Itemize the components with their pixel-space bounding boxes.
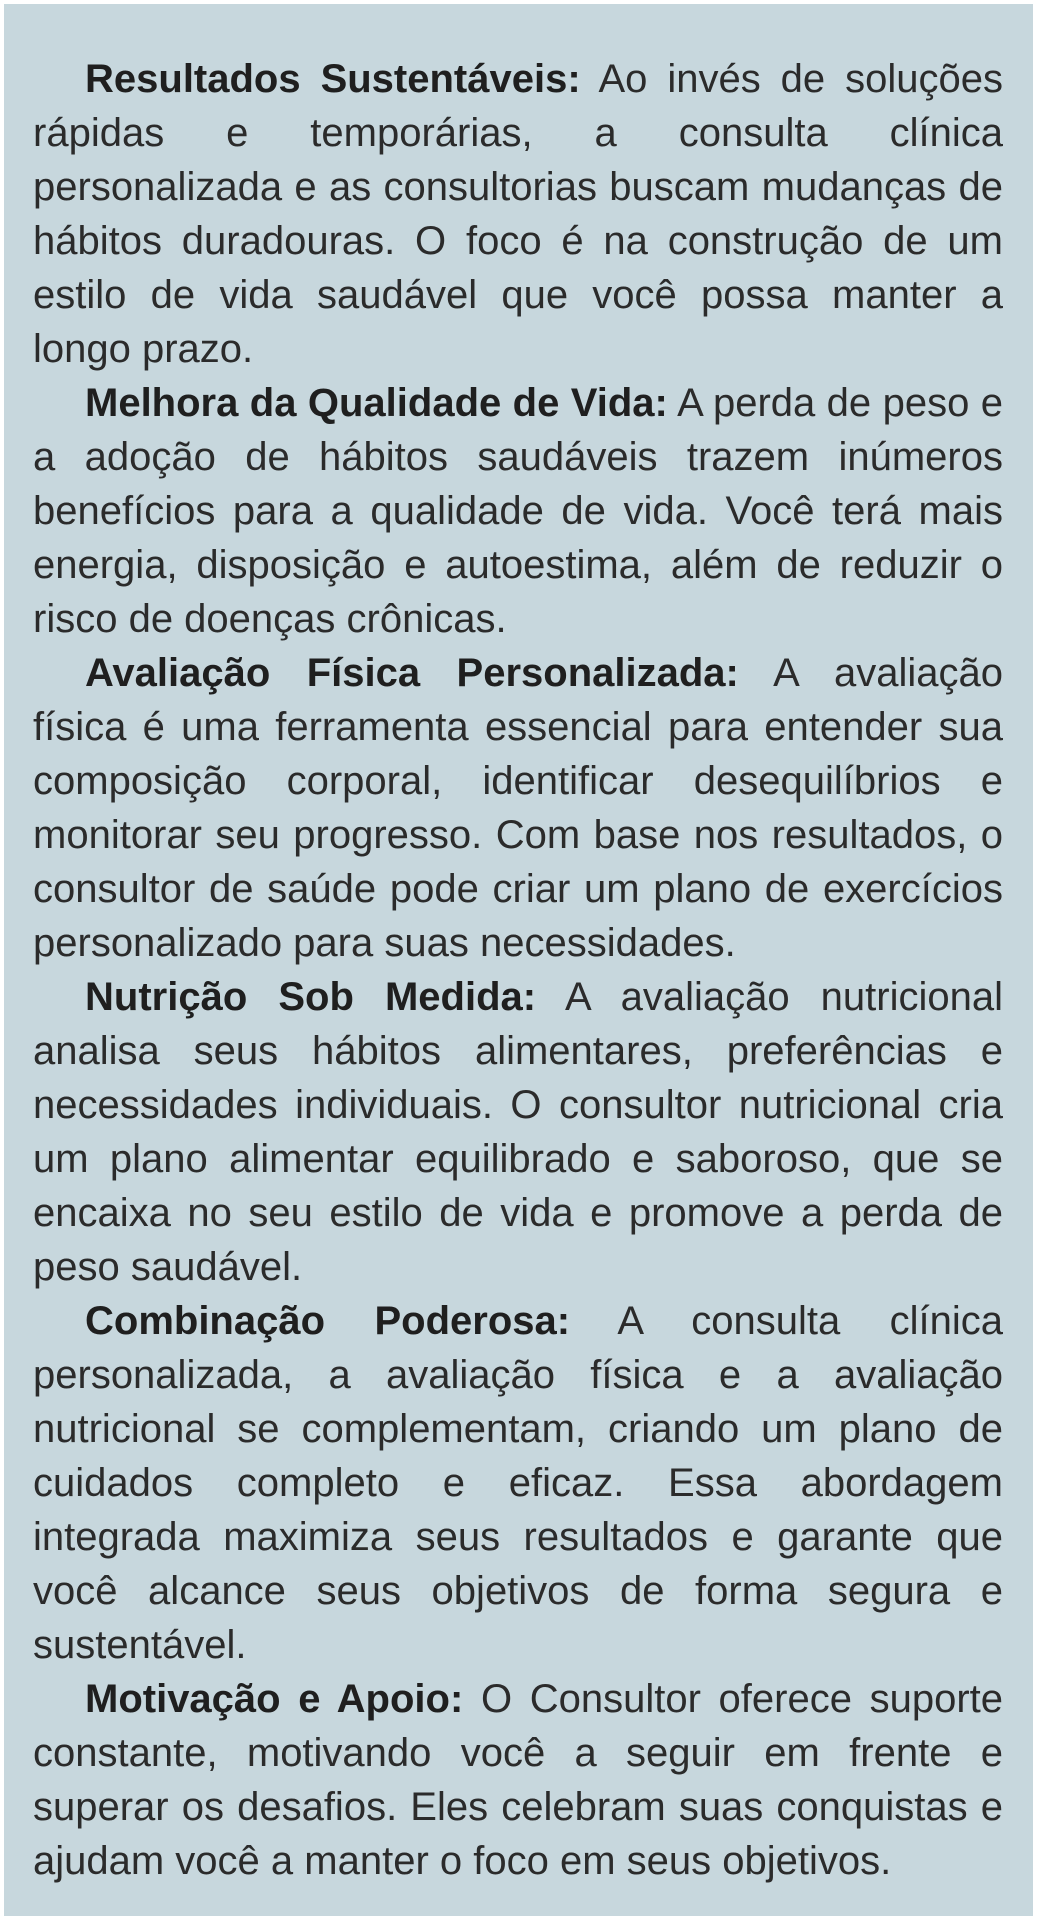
paragraph-physical-assessment — [33, 646, 1003, 970]
paragraph-body: O Consultor oferece suporte constante, motivando você a seguir em frente e superar os desafios. Eles celebram suas conquistas e ajudam você a manter o foco em seus objetivos. — [33, 1677, 1004, 1883]
paragraph-quality-of-life — [33, 376, 1003, 646]
paragraph-term: Avaliação Física Personalizada: — [85, 651, 739, 695]
paragraph-tailored-nutrition — [33, 970, 1003, 1294]
text-panel — [4, 4, 1033, 1916]
paragraph-term: Melhora da Qualidade de Vida: — [85, 381, 668, 425]
paragraph-powerful-combination — [33, 1294, 1003, 1672]
paragraph-body: A avaliação física é uma ferramenta essencial para entender sua composição corporal, identificar desequilíbrios e monitorar seu progresso. Com base nos resultados, o consultor de saúde pode criar um plano de exercícios personalizado para suas necessidades. — [33, 651, 1003, 965]
paragraph-motivation-support — [33, 1672, 1003, 1888]
paragraph-body: Ao invés de soluções rápidas e temporárias, a consulta clínica personalizada e as consultorias buscam mudanças de hábitos duradouras. O foco é na construção de um estilo de vida saudável que você possa manter a longo prazo. — [33, 57, 1003, 371]
paragraph-sustainable-results — [33, 52, 1003, 376]
paragraph-body: A avaliação nutricional analisa seus hábitos alimentares, preferências e necessidades individuais. O consultor nutricional cria um plano alimentar equilibrado e saboroso, que se encaixa no seu estilo de vida e promove a perda de peso saudável. — [33, 975, 1003, 1289]
paragraph-body: A perda de peso e a adoção de hábitos saudáveis trazem inúmeros benefícios para a qualidade de vida. Você terá mais energia, disposição e autoestima, além de reduzir o risco de doenças crônicas. — [33, 381, 1003, 641]
paragraph-term: Nutrição Sob Medida: — [85, 975, 537, 1019]
paragraph-term: Combinação Poderosa: — [85, 1299, 571, 1343]
paragraph-term: Resultados Sustentáveis: — [85, 57, 581, 101]
paragraph-body: A consulta clínica personalizada, a avaliação física e a avaliação nutricional se complementam, criando um plano de cuidados completo e eficaz. Essa abordagem integrada maximiza seus resultados e garante que você alcance seus objetivos de forma segura e sustentável. — [33, 1299, 1004, 1667]
paragraph-term: Motivação e Apoio: — [85, 1677, 464, 1721]
